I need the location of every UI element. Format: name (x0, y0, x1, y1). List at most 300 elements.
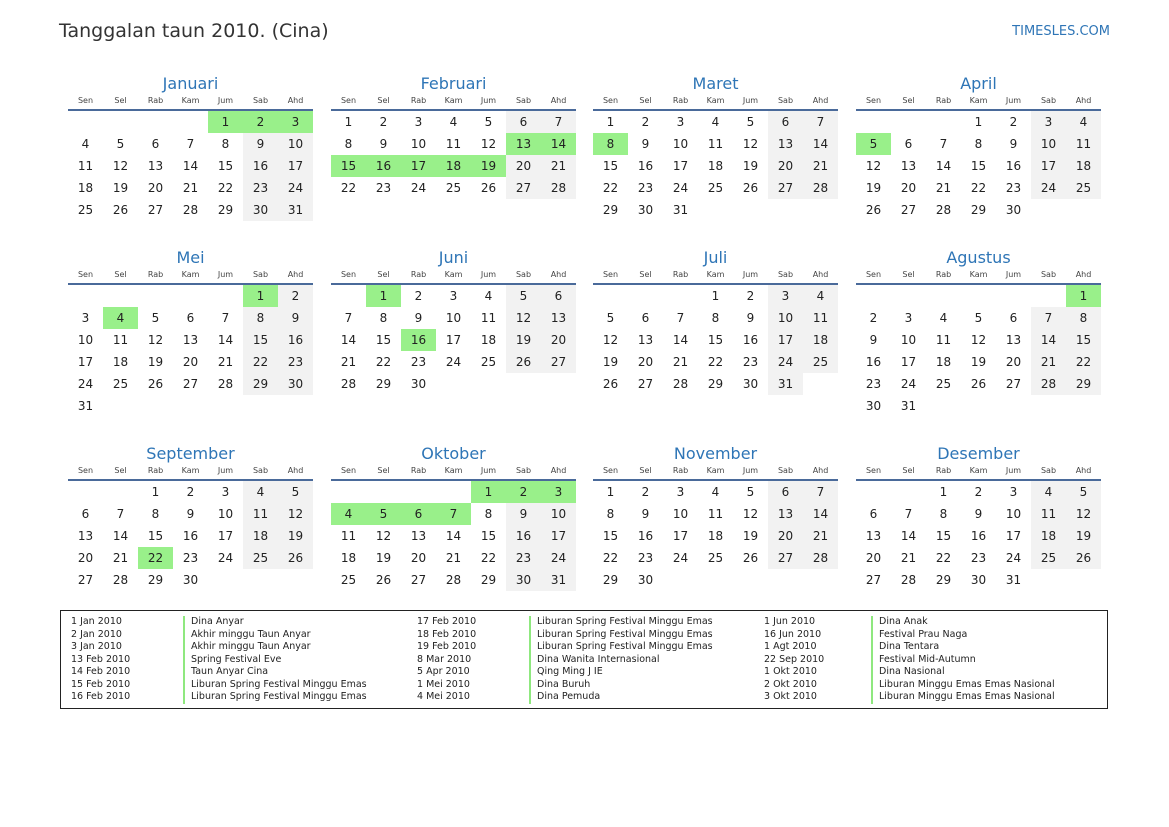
weekday-label: Kam (181, 96, 200, 105)
day-cell: 18 (112, 355, 129, 369)
weekday-label: Rab (672, 270, 689, 279)
holiday-list (60, 610, 1108, 709)
holiday-name: Festival Prau Naga (879, 628, 968, 640)
day-cell: 23 (506, 547, 541, 569)
empty-cell (593, 285, 628, 307)
holiday-date: 16 Jun 2010 (764, 628, 822, 640)
day-cell: 8 (711, 311, 720, 325)
day-cell: 16 (401, 329, 436, 351)
holiday-name: Festival Mid-Autumn (879, 653, 976, 665)
day-cell: 9 (506, 503, 541, 525)
month-name: Agustus (946, 248, 1011, 267)
day-cell: 4 (331, 503, 366, 525)
day-cell: 5 (606, 311, 615, 325)
day-cell: 26 (375, 573, 392, 587)
day-cell: 15 (602, 529, 619, 543)
day-cell: 30 (970, 573, 987, 587)
day-cell: 9 (641, 137, 650, 151)
day-cell: 12 (480, 137, 497, 151)
day-cell: 10 (1031, 133, 1066, 155)
day-cell: 25 (340, 573, 357, 587)
day-cell: 16 (366, 155, 401, 177)
day-cell: 30 (182, 573, 199, 587)
holiday-name: Qing Ming J IE (537, 666, 603, 677)
holiday-date: 8 Mar 2010 (417, 653, 472, 665)
day-cell: 16 (182, 529, 199, 543)
holiday-name: Liburan Spring Festival Minggu Emas (191, 678, 367, 690)
month-september (68, 443, 313, 591)
weekday-label: Sen (77, 466, 94, 475)
day-cell: 21 (182, 181, 199, 195)
day-cell: 23 (182, 551, 199, 565)
day-cell: 17 (541, 525, 576, 547)
day-cell: 11 (707, 137, 724, 151)
day-cell: 13 (1005, 333, 1022, 347)
empty-cell (331, 285, 366, 307)
holiday-name: Liburan Spring Festival Minggu Emas (537, 616, 713, 627)
day-cell: 16 (278, 329, 313, 351)
day-cell: 17 (445, 333, 462, 347)
page-title: Tanggalan taun 2010. (Cina) (59, 20, 329, 42)
weekday-label: Ahd (1075, 96, 1092, 105)
weekday-label: Kam (969, 96, 988, 105)
weekday-label: Kam (181, 466, 200, 475)
empty-cell (138, 285, 173, 307)
weekday-label: Rab (410, 270, 427, 279)
day-cell: 5 (974, 311, 983, 325)
day-cell: 15 (1066, 329, 1101, 351)
weekday-label: Sen (865, 466, 882, 475)
day-cell: 17 (401, 155, 436, 177)
day-cell: 30 (742, 377, 759, 391)
day-cell: 30 (278, 373, 313, 395)
day-cell: 6 (768, 481, 803, 503)
day-cell: 25 (707, 181, 724, 195)
holiday-date: 3 Okt 2010 (764, 691, 817, 702)
day-cell: 15 (480, 529, 497, 543)
day-cell: 28 (935, 203, 952, 217)
weekday-label: Sen (340, 466, 357, 475)
holiday-name: Liburan Spring Festival Minggu Emas (537, 641, 713, 652)
day-cell: 8 (606, 507, 615, 521)
day-cell: 27 (637, 377, 654, 391)
day-cell: 6 (1009, 311, 1018, 325)
day-cell: 13 (900, 159, 917, 173)
day-cell: 11 (1031, 503, 1066, 525)
day-cell: 15 (602, 159, 619, 173)
day-cell: 22 (340, 181, 357, 195)
holiday-dates-column (417, 616, 476, 704)
weekday-label: Sel (639, 466, 652, 475)
day-cell: 10 (1005, 507, 1022, 521)
empty-cell (103, 285, 138, 307)
holiday-date: 19 Feb 2010 (417, 641, 477, 652)
weekday-label: Jum (1005, 96, 1022, 105)
holiday-date: 1 Jun 2010 (764, 616, 816, 627)
day-cell: 27 (506, 177, 541, 199)
day-cell: 19 (970, 355, 987, 369)
day-cell: 13 (541, 307, 576, 329)
empty-cell (401, 481, 436, 503)
weekday-label: Sab (777, 270, 794, 279)
day-cell: 14 (445, 529, 462, 543)
day-cell: 21 (541, 155, 576, 177)
weekday-label: Ahd (550, 96, 567, 105)
weekday-label: Ahd (1075, 466, 1092, 475)
day-cell: 4 (103, 307, 138, 329)
weekday-label: Kam (706, 96, 725, 105)
day-cell: 20 (900, 181, 917, 195)
weekday-header (68, 269, 313, 285)
month-januari (68, 73, 313, 221)
day-cell: 2 (243, 111, 278, 133)
day-cell: 14 (340, 333, 357, 347)
day-cell: 18 (935, 355, 952, 369)
day-cell: 13 (147, 159, 164, 173)
day-cell: 14 (112, 529, 129, 543)
weekday-label: Kam (444, 96, 463, 105)
day-cell: 23 (1005, 181, 1022, 195)
weekday-header (331, 95, 576, 111)
day-cell: 1 (606, 115, 615, 129)
day-cell: 10 (77, 333, 94, 347)
day-cell: 28 (182, 203, 199, 217)
site-link[interactable]: TIMESLES.COM (1012, 24, 1110, 39)
day-cell: 14 (900, 529, 917, 543)
day-cell: 29 (243, 373, 278, 395)
day-cell: 21 (112, 551, 129, 565)
day-cell: 11 (707, 507, 724, 521)
day-cell: 22 (243, 351, 278, 373)
day-cell: 19 (506, 329, 541, 351)
day-cell: 21 (445, 551, 462, 565)
empty-cell (856, 285, 891, 307)
holiday-date: 5 Apr 2010 (417, 666, 470, 677)
day-cell: 21 (1031, 351, 1066, 373)
day-cell: 26 (970, 377, 987, 391)
day-cell: 3 (676, 485, 685, 499)
day-cell: 6 (186, 311, 195, 325)
day-cell: 16 (506, 525, 541, 547)
day-cell: 12 (506, 307, 541, 329)
weekday-label: Sen (602, 270, 619, 279)
day-cell: 4 (803, 285, 838, 307)
day-cell: 11 (112, 333, 129, 347)
holiday-name: Liburan Minggu Emas Emas Nasional (879, 691, 1055, 702)
day-cell: 1 (471, 481, 506, 503)
day-cell: 28 (803, 177, 838, 199)
day-cell: 26 (506, 351, 541, 373)
day-cell: 18 (436, 155, 471, 177)
day-grid (856, 481, 1101, 591)
day-cell: 5 (506, 285, 541, 307)
day-cell: 27 (768, 547, 803, 569)
empty-cell (103, 111, 138, 133)
day-cell: 30 (637, 203, 654, 217)
holiday-dates-column (764, 616, 824, 704)
empty-cell (926, 111, 961, 133)
day-cell: 2 (414, 289, 423, 303)
day-cell: 25 (935, 377, 952, 391)
weekday-label: Sel (114, 270, 127, 279)
day-cell: 1 (208, 111, 243, 133)
day-grid (856, 285, 1101, 417)
day-cell: 26 (865, 203, 882, 217)
day-cell: 22 (707, 355, 724, 369)
month-oktober (331, 443, 576, 591)
day-cell: 12 (970, 333, 987, 347)
day-cell: 12 (602, 333, 619, 347)
day-cell: 3 (1031, 111, 1066, 133)
day-cell: 23 (375, 181, 392, 195)
weekday-label: Sel (114, 96, 127, 105)
empty-cell (68, 285, 103, 307)
holiday-date: 15 Feb 2010 (71, 678, 131, 690)
weekday-header (856, 269, 1101, 285)
weekday-header (856, 95, 1101, 111)
day-cell: 9 (869, 333, 878, 347)
day-cell: 10 (900, 333, 917, 347)
day-cell: 17 (1031, 155, 1066, 177)
weekday-label: Sab (515, 96, 532, 105)
day-cell: 20 (541, 329, 576, 351)
weekday-label: Sab (1040, 96, 1057, 105)
day-cell: 13 (768, 503, 803, 525)
day-cell: 31 (900, 399, 917, 413)
empty-cell (103, 481, 138, 503)
day-cell: 30 (410, 377, 427, 391)
day-cell: 7 (186, 137, 195, 151)
day-cell: 22 (138, 547, 173, 569)
weekday-label: Sab (1040, 270, 1057, 279)
weekday-label: Sen (340, 96, 357, 105)
weekday-label: Sel (902, 96, 915, 105)
weekday-label: Kam (706, 466, 725, 475)
weekday-label: Sel (639, 96, 652, 105)
weekday-label: Ahd (287, 466, 304, 475)
day-cell: 29 (1066, 373, 1101, 395)
day-cell: 9 (186, 507, 195, 521)
weekday-label: Ahd (812, 466, 829, 475)
day-cell: 4 (711, 115, 720, 129)
day-cell: 26 (602, 377, 619, 391)
day-cell: 13 (506, 133, 541, 155)
day-cell: 16 (1005, 159, 1022, 173)
day-cell: 26 (480, 181, 497, 195)
day-cell: 6 (641, 311, 650, 325)
day-cell: 16 (865, 355, 882, 369)
day-cell: 16 (637, 159, 654, 173)
day-cell: 10 (445, 311, 462, 325)
weekday-header (593, 95, 838, 111)
day-cell: 29 (935, 573, 952, 587)
holiday-date: 22 Sep 2010 (764, 653, 825, 665)
weekday-label: Sen (77, 270, 94, 279)
day-cell: 17 (1005, 529, 1022, 543)
weekday-label: Rab (410, 96, 427, 105)
weekday-label: Rab (147, 96, 164, 105)
weekday-label: Sel (114, 466, 127, 475)
day-cell: 22 (217, 181, 234, 195)
holiday-name: Dina Wanita Internasional (537, 653, 660, 665)
day-cell: 14 (182, 159, 199, 173)
day-cell: 24 (672, 551, 689, 565)
day-cell: 7 (803, 111, 838, 133)
day-cell: 15 (970, 159, 987, 173)
day-cell: 14 (935, 159, 952, 173)
weekday-label: Rab (935, 270, 952, 279)
month-name: Oktober (421, 444, 486, 463)
day-cell: 20 (410, 551, 427, 565)
holiday-name: Dina Buruh (537, 678, 591, 690)
day-cell: 24 (217, 551, 234, 565)
day-cell: 25 (480, 355, 497, 369)
day-cell: 9 (1009, 137, 1018, 151)
day-cell: 22 (480, 551, 497, 565)
day-cell: 16 (243, 155, 278, 177)
holiday-date: 1 Mei 2010 (417, 678, 470, 690)
day-cell: 8 (243, 307, 278, 329)
empty-cell (138, 111, 173, 133)
day-cell: 24 (77, 377, 94, 391)
day-cell: 24 (278, 177, 313, 199)
day-cell: 14 (217, 333, 234, 347)
weekday-label: Rab (672, 466, 689, 475)
day-cell: 11 (480, 311, 497, 325)
day-cell: 13 (865, 529, 882, 543)
day-cell: 10 (768, 307, 803, 329)
day-cell: 14 (541, 133, 576, 155)
day-cell: 31 (541, 569, 576, 591)
day-cell: 17 (278, 155, 313, 177)
day-cell: 1 (974, 115, 983, 129)
month-juli (593, 247, 838, 395)
weekday-label: Jum (480, 270, 497, 279)
day-cell: 6 (401, 503, 436, 525)
day-cell: 12 (742, 137, 759, 151)
day-cell: 27 (410, 573, 427, 587)
day-cell: 29 (480, 573, 497, 587)
day-cell: 6 (506, 111, 541, 133)
day-cell: 15 (707, 333, 724, 347)
weekday-label: Ahd (550, 270, 567, 279)
day-cell: 14 (1031, 329, 1066, 351)
weekday-label: Jum (1005, 466, 1022, 475)
day-cell: 11 (935, 333, 952, 347)
day-cell: 18 (803, 329, 838, 351)
weekday-label: Sen (602, 96, 619, 105)
weekday-header (593, 465, 838, 481)
day-cell: 23 (637, 181, 654, 195)
day-cell: 28 (445, 573, 462, 587)
day-cell: 29 (147, 573, 164, 587)
day-cell: 9 (414, 311, 423, 325)
weekday-label: Rab (672, 96, 689, 105)
holiday-name: Dina Anyar (191, 616, 244, 627)
day-cell: 8 (344, 137, 353, 151)
holiday-name: Taun Anyar Cina (191, 666, 269, 677)
day-cell: 23 (410, 355, 427, 369)
weekday-label: Sel (377, 96, 390, 105)
month-name: November (673, 444, 758, 463)
day-cell: 5 (366, 503, 401, 525)
day-cell: 25 (445, 181, 462, 195)
empty-cell (891, 481, 926, 503)
day-cell: 13 (637, 333, 654, 347)
day-cell: 5 (856, 133, 891, 155)
day-cell: 11 (243, 503, 278, 525)
day-cell: 17 (768, 329, 803, 351)
weekday-label: Sel (902, 270, 915, 279)
day-cell: 26 (147, 377, 164, 391)
month-april (856, 73, 1101, 221)
day-cell: 5 (278, 481, 313, 503)
day-cell: 2 (869, 311, 878, 325)
weekday-label: Sel (639, 270, 652, 279)
day-cell: 7 (1031, 307, 1066, 329)
day-cell: 6 (81, 507, 90, 521)
day-cell: 10 (278, 133, 313, 155)
weekday-label: Kam (444, 466, 463, 475)
day-cell: 1 (711, 289, 720, 303)
day-cell: 24 (410, 181, 427, 195)
day-cell: 14 (672, 333, 689, 347)
weekday-label: Kam (969, 270, 988, 279)
month-mei (68, 247, 313, 417)
day-cell: 29 (970, 203, 987, 217)
holiday-name: Liburan Minggu Emas Emas Nasional (879, 678, 1055, 690)
day-cell: 3 (904, 311, 913, 325)
day-grid (593, 481, 838, 591)
day-cell: 12 (1066, 503, 1101, 525)
month-maret (593, 73, 838, 221)
holiday-name: Dina Tentara (879, 641, 940, 652)
weekday-header (331, 269, 576, 285)
empty-cell (331, 481, 366, 503)
day-cell: 20 (768, 525, 803, 547)
day-cell: 13 (768, 133, 803, 155)
day-cell: 7 (541, 111, 576, 133)
holiday-date: 14 Feb 2010 (71, 666, 131, 677)
day-cell: 12 (742, 507, 759, 521)
day-cell: 29 (707, 377, 724, 391)
weekday-label: Jum (742, 466, 759, 475)
day-cell: 7 (803, 481, 838, 503)
day-cell: 11 (77, 159, 94, 173)
weekday-label: Sel (902, 466, 915, 475)
month-name: Februari (420, 74, 487, 93)
day-cell: 17 (77, 355, 94, 369)
day-cell: 28 (112, 573, 129, 587)
holiday-name: Dina Pemuda (537, 691, 601, 702)
empty-cell (173, 285, 208, 307)
day-cell: 18 (243, 525, 278, 547)
day-cell: 31 (672, 203, 689, 217)
month-name: Desember (937, 444, 1020, 463)
day-cell: 8 (974, 137, 983, 151)
day-cell: 22 (935, 551, 952, 565)
day-cell: 6 (541, 285, 576, 307)
day-cell: 12 (278, 503, 313, 525)
month-name: Juli (703, 248, 728, 267)
day-cell: 26 (112, 203, 129, 217)
month-name: Juni (438, 248, 469, 267)
day-cell: 10 (672, 507, 689, 521)
day-cell: 9 (974, 507, 983, 521)
day-cell: 20 (865, 551, 882, 565)
day-cell: 2 (506, 481, 541, 503)
day-grid (68, 285, 313, 417)
